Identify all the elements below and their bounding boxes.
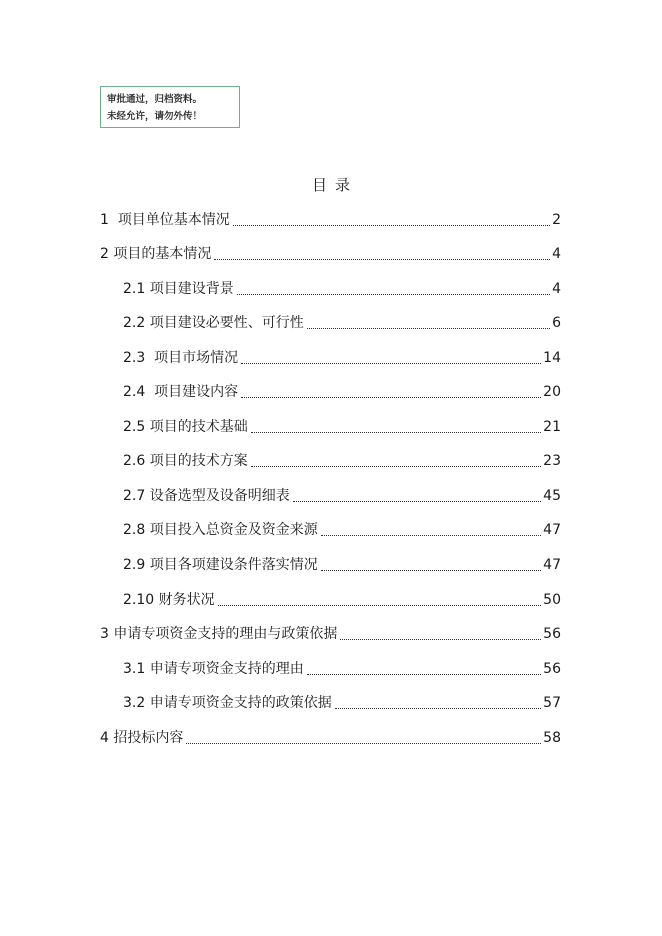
- toc-entry-label: 项目各项建设条件落实情况: [149, 557, 318, 573]
- toc-entry-page: 56: [543, 661, 561, 677]
- toc-entry-page: 23: [543, 453, 561, 469]
- toc-leader-dots: [335, 708, 541, 709]
- toc-leader-dots: [214, 259, 550, 260]
- toc-entry-label: 设备选型及设备明细表: [149, 488, 290, 504]
- toc-entry-number: 3.1: [123, 661, 150, 677]
- toc-entry-page: 4: [552, 281, 561, 297]
- toc-entry-number: 2.9: [123, 557, 150, 573]
- toc-entry-label: 项目的基本情况: [113, 246, 212, 262]
- toc-entry-2-3[interactable]: [123, 348, 561, 368]
- toc-entry-number: 2.10: [123, 592, 159, 608]
- toc-leader-dots: [241, 397, 541, 398]
- toc-entry-label: 项目建设内容: [154, 384, 239, 400]
- toc-leader-dots: [321, 535, 541, 536]
- toc-leader-dots: [218, 605, 542, 606]
- toc-entry-number: 2.7: [123, 488, 150, 504]
- toc-entry-page: 6: [552, 315, 561, 331]
- toc-entry-number: 2.3: [123, 350, 155, 366]
- toc-entry-label: 项目市场情况: [154, 350, 239, 366]
- toc-leader-dots: [307, 674, 541, 675]
- toc-entry-label: 项目单位基本情况: [117, 212, 230, 228]
- toc-entry-label: 申请专项资金支持的政策依据: [149, 695, 332, 711]
- toc-leader-dots: [251, 432, 541, 433]
- toc-entry-page: 58: [543, 730, 561, 746]
- toc-entry-page: 20: [543, 384, 561, 400]
- toc-entry-page: 14: [543, 350, 561, 366]
- approval-stamp: [100, 86, 240, 128]
- stamp-line-2: 未经允许，请勿外传！: [107, 111, 203, 122]
- toc-entry-label: 项目投入总资金及资金来源: [149, 522, 318, 538]
- toc-entry-2-4[interactable]: [123, 382, 561, 402]
- toc-entry-2-5[interactable]: [123, 417, 561, 437]
- toc-entry-2-6[interactable]: [123, 451, 561, 471]
- toc-entry-number: 2.8: [123, 522, 150, 538]
- toc-entry-2-10[interactable]: [123, 590, 561, 610]
- toc-entry-number: 3.2: [123, 695, 150, 711]
- toc-entry-page: 47: [543, 522, 561, 538]
- toc-leader-dots: [237, 294, 550, 295]
- toc-entry-2-7[interactable]: [123, 486, 561, 506]
- toc-entry-2-2[interactable]: [123, 313, 561, 333]
- toc-entry-page: 50: [543, 592, 561, 608]
- toc-entry-label: 财务状况: [158, 592, 215, 608]
- toc-entry-page: 57: [543, 695, 561, 711]
- toc-entry-number: 2.4: [123, 384, 155, 400]
- toc-entry-page: 47: [543, 557, 561, 573]
- toc-entry-label: 申请专项资金支持的理由与政策依据: [113, 626, 338, 642]
- toc-entry-number: 2.2: [123, 315, 150, 331]
- toc-entry-number: 2.6: [123, 453, 150, 469]
- toc-leader-dots: [233, 225, 550, 226]
- toc-entry-3-2[interactable]: [123, 693, 561, 713]
- toc-leader-dots: [241, 363, 541, 364]
- toc-entry-label: 招投标内容: [113, 730, 184, 746]
- toc-entry-page: 21: [543, 419, 561, 435]
- toc-title: 目录: [311, 176, 358, 194]
- toc-entry-3-1[interactable]: [123, 659, 561, 679]
- toc-entry-page: 56: [543, 626, 561, 642]
- toc-leader-dots: [251, 466, 541, 467]
- stamp-line-1: 审批通过，归档资料。: [107, 94, 203, 105]
- toc-leader-dots: [293, 501, 541, 502]
- toc-entry-number: 3: [100, 626, 114, 642]
- toc-leader-dots: [340, 639, 541, 640]
- toc-entry-page: 2: [552, 212, 561, 228]
- toc-entry-2-1[interactable]: [123, 279, 561, 299]
- toc-leader-dots: [321, 570, 541, 571]
- toc-entry-label: 项目建设背景: [149, 281, 234, 297]
- toc-entry-label: 项目的技术方案: [149, 453, 248, 469]
- toc-entry-page: 45: [543, 488, 561, 504]
- toc-entry-4[interactable]: [100, 728, 561, 748]
- toc-entry-1[interactable]: [100, 210, 561, 230]
- toc-entry-label: 项目的技术基础: [149, 419, 248, 435]
- toc-leader-dots: [186, 743, 541, 744]
- toc-entry-number: 2.1: [123, 281, 150, 297]
- toc-entry-number: 1: [100, 212, 118, 228]
- toc-entry-2[interactable]: [100, 244, 561, 264]
- toc-entry-2-8[interactable]: [123, 520, 561, 540]
- toc-entry-page: 4: [552, 246, 561, 262]
- toc-entry-number: 2.5: [123, 419, 150, 435]
- toc-leader-dots: [307, 328, 550, 329]
- toc-entry-3[interactable]: [100, 624, 561, 644]
- toc-entry-label: 项目建设必要性、可行性: [149, 315, 304, 331]
- toc-entry-number: 2: [100, 246, 114, 262]
- toc-entry-label: 申请专项资金支持的理由: [149, 661, 304, 677]
- toc-entry-2-9[interactable]: [123, 555, 561, 575]
- toc-entry-number: 4: [100, 730, 114, 746]
